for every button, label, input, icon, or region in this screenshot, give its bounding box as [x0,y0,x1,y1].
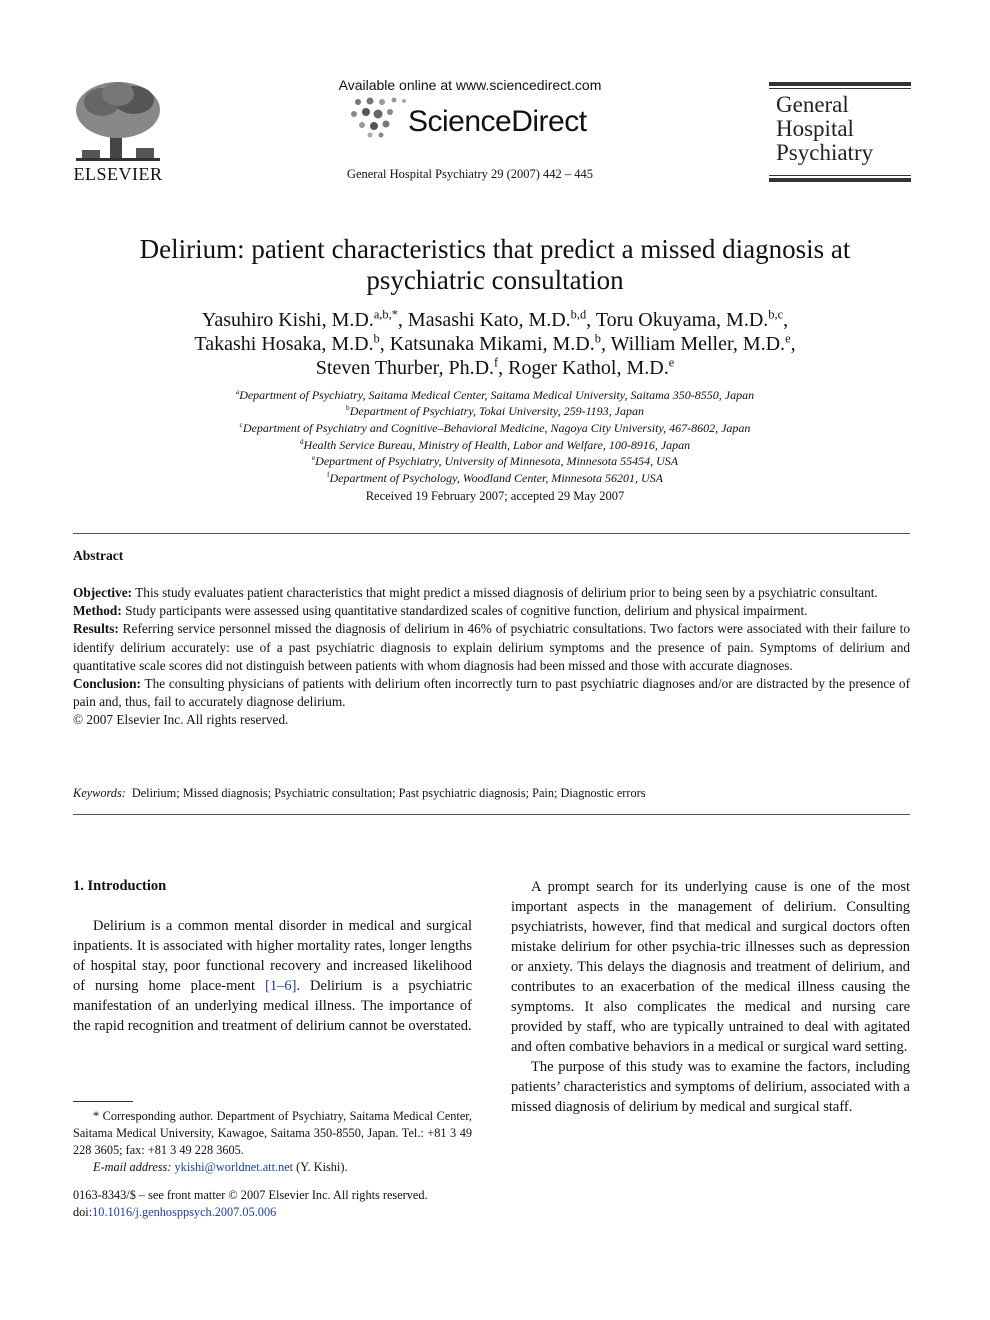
author-name: Yasuhiro Kishi, M.D. [201,309,374,331]
author-marks[interactable]: b,c [768,307,784,322]
sciencedirect-availability[interactable]: Available online at www.sciencedirect.com [338,77,602,93]
journal-logo [769,82,911,182]
doi-line: doi:10.1016/j.genhosppsych.2007.05.006 [73,1205,277,1219]
author-name: Toru Okuyama, M.D. [595,309,769,331]
sciencedirect-dots-icon [348,96,414,138]
abstract-copyright: © 2007 Elsevier Inc. All rights reserved. [73,712,289,728]
author-marks[interactable]: e [668,355,675,370]
journal-citation: General Hospital Psychiatry 29 (2007) 442 – 445 [346,167,594,181]
affiliation: $^d$Health Service Bureau, Ministry of Health, Labor and Welfare, 100-8916, Japan [299,437,691,452]
body-column-right [511,877,910,1117]
affiliation: $^b$Department of Psychiatry, Tokai University, 259-1193, Japan [345,403,645,418]
abstract-objective: Objective: This study evaluates patient characteristics that might predict a missed diagnosis of delirium prior to being seen by a psychiatric consultant. [73,585,878,600]
abstract-method: Method: Study participants were assessed using quantitative standardized scales of cognitive function, delirium and physical impairment. [73,603,808,619]
front-matter: 0163-8343/$ – see front matter © 2007 Elsevier Inc. All rights reserved. doi:10.1016/j.genhosppsych.2007.05.006 [73,1187,493,1221]
author-name: Katsunaka Mikami, M.D. [389,333,595,355]
paragraph: A prompt search for its underlying cause is one of the most important aspects in the management of delirium. Consulting psychiatrists, however, find that medical and surgical doctors often mistake delirium for other psychia-tric illnesses such as depression or anxiety. This delays the diagnosis and treatment of delirium, and contributes to an exacerbation of the medical illness causing the symptoms. It also complicates the medical and nursing care provided by staff, who are typically untrained to deal with agitated and often combative behaviors in a medical or surgical ward setting. [511,879,910,1055]
author-name: Masashi Kato, M.D. [407,309,571,331]
author-name: Takashi Hosaka, M.D. [194,333,374,355]
author-marks[interactable]: b [594,331,601,346]
footnote-rule [73,1101,133,1102]
abstract-results: Results: Referring service personnel missed the diagnosis of delirium in 46% of psychiatric consultations. Two factors were associated with their failure to identify delirium accurately: use of a past psychiatric diagnosis to explain delirium symptoms and the presence of pain. Symptoms of delirium and quantitative scale scores did not distinguish between patients with whom diagnosis had been missed and those with accurate diagnoses. [73,621,910,673]
author-marks[interactable]: a,b,* [373,307,398,322]
received-dates: Received 19 February 2007; accepted 29 May 2007 [365,489,625,503]
affiliation: $^c$Department of Psychiatry and Cognitive–Behavioral Medicine, Nagoya City University, 467-8602, Japan [239,420,751,435]
author-marks[interactable]: f [494,355,499,370]
author-line: Takashi Hosaka, M.D.$^b$, Katsunaka Mikami, M.D.$^b$, William Meller, M.D.$^e$, [194,331,796,355]
citation-link[interactable]: [1–6] [265,978,297,994]
publisher-wordmark: ELSEVIER [73,164,163,184]
author-name: William Meller, M.D. [610,333,786,355]
corresponding-author-footnote: * Corresponding author. Department of Psychiatry, Saitama Medical Center, Saitama Medical University, Kawagoe, Saitama 350-8550, Japan. Tel.: +81 3 49 228 3605; fax: +81 3 49 228 3605. E-mail address: ykishi@worldnet.att.net (Y. Kishi). [73,1109,472,1174]
paragraph: The purpose of this study was to examine the factors, including patients’ characteristics and symptoms of delirium, associated with a missed diagnosis of delirium by medical and surgical staff. [511,1059,910,1115]
keywords-list: Delirium; Missed diagnosis; Psychiatric consultation; Past psychiatric diagnosis; Pain; Diagnostic errors [131,786,646,800]
article-title: Delirium: patient characteristics that predict a missed diagnosis at psychiatric consultation [139,234,851,295]
abstract-heading: Abstract [73,548,124,563]
keywords-label: Keywords: [73,786,126,800]
divider [73,814,910,815]
abstract-body [73,584,910,730]
author-marks[interactable]: e [785,331,791,346]
affiliation: $^e$Department of Psychiatry, University of Minnesota, Minnesota 55454, USA [311,453,679,468]
section-heading-introduction: 1. Introduction [73,878,167,894]
keywords [73,786,910,801]
author-marks[interactable]: b [373,331,380,346]
journal-logo-word: Hospital [776,116,854,141]
affiliation: $^a$Department of Psychiatry, Saitama Medical Center, Saitama Medical University, Saitama 350-8550, Japan [235,387,755,402]
affiliation: $^f$Department of Psychology, Woodland Center, Minnesota 56201, USA [326,470,663,485]
author-name: Steven Thurber, Ph.D. [315,357,495,379]
divider [73,533,910,534]
abstract-conclusion: Conclusion: The consulting physicians of patients with delirium often incorrectly turn to past psychiatric diagnoses and/or are distracted by the presence of pain and, thus, fail to accurately diagnose delirium. [73,676,910,710]
journal-logo-word: General [776,92,849,117]
author-line: Yasuhiro Kishi, M.D.$^{a,b,*}$, Masashi Kato, M.D.$^{b,d}$, Toru Okuyama, M.D.$^{b,c}$, [201,307,789,331]
journal-logo-word: Psychiatry [776,140,874,165]
author-line: Steven Thurber, Ph.D.$^f$, Roger Kathol, M.D.$^e$ [315,355,675,379]
doi-link[interactable]: 10.1016/j.genhosppsych.2007.05.006 [92,1205,277,1219]
body-column-left [73,916,472,1036]
author-marks[interactable]: b,d [570,307,587,322]
email-link[interactable]: ykishi@worldnet.att.net [174,1160,294,1174]
paragraph: Delirium is a common mental disorder in medical and surgical inpatients. It is associated with higher mortality rates, longer lengths of hospital stay, poor functional recovery and increased likelihood of nursing home place-ment [1–6]. Delirium is a psychiatric manifestation of an underlying medical illness. The importance of the rapid recognition and treatment of delirium cannot be overstated. [73,918,473,1034]
sciencedirect-wordmark: ScienceDirect [408,105,587,138]
email-line: E-mail address: ykishi@worldnet.att.net (Y. Kishi). [93,1160,348,1174]
author-name: Roger Kathol, M.D. [508,357,669,379]
